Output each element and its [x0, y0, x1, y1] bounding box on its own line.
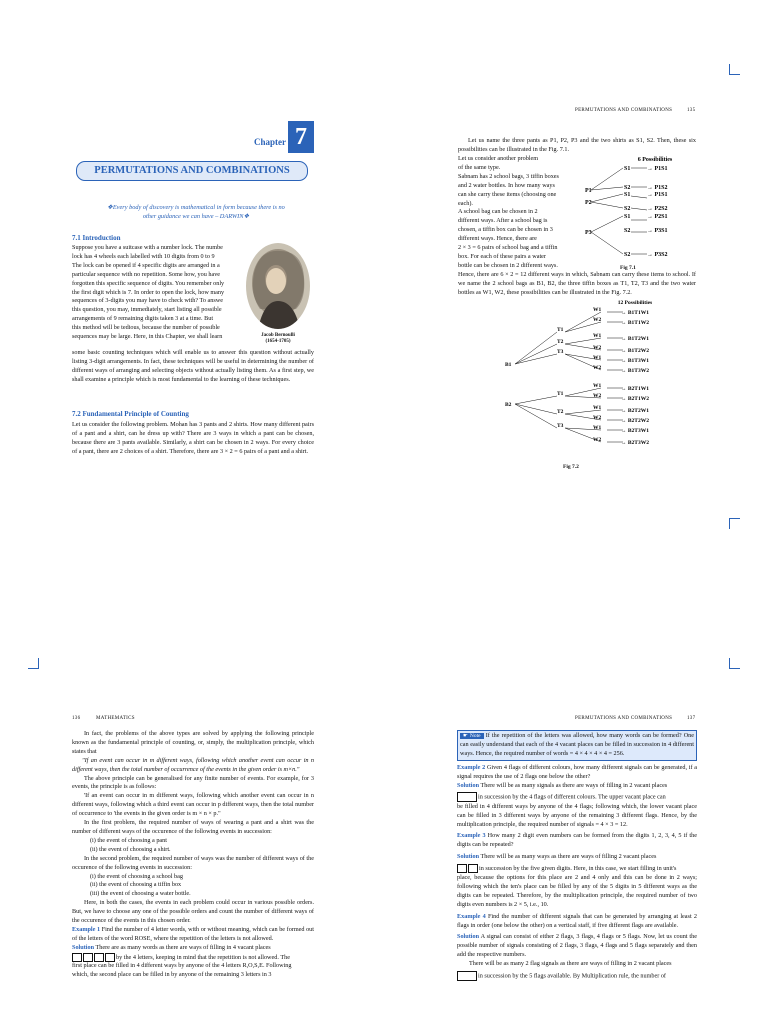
section-body: Let us consider the following problem. Mohan has 3 pants and 2 shirts. How many different pairs of a pant and a shirt, can he dress up with? There are 3 ways in which a pant can be chosen, because there are 3 pants available. Similarly, a shirt can be chosen in 2 ways. For every choice of a pant, there are 2 choices of a shirt. Therefore, there are 3 × 2 = 6 pairs of a pant and a shirt. [72, 421, 314, 455]
list-item: (i) the event of choosing a school bag [90, 872, 183, 880]
solution-text: first place can be filled in 4 different ways by anyone of the 4 letters R,O,S,E. Following [72, 962, 292, 970]
tree-node: W2 [593, 393, 602, 399]
tree-edge [515, 396, 557, 404]
running-header: PERMUTATIONS AND COMBINATIONS [575, 108, 673, 113]
fig71-labels [585, 166, 668, 258]
crop-mark [729, 64, 740, 75]
text-line: each). [458, 199, 473, 207]
text-line: the first digit which is 7. In order to open the lock, how many [72, 288, 225, 296]
tree-leaf: → B1T3W2 [621, 368, 649, 374]
text-line: this question, you may, immediately, start listing all possible [72, 306, 222, 314]
solution-text: A signal can consist of either 2 flags, 3 flags, 4 flags or 5 flags. Now, let us count the possible number of signals consisting of 2 flags, 3 flags, 4 flags and 5 flags separately and then add the respective numbers. [457, 933, 697, 959]
list-item: (iii) the event of choosing a water bottle. [90, 890, 191, 898]
text-line: Let us consider another problem [458, 155, 539, 162]
solution-label: Solution [457, 781, 480, 789]
solution-text: There will be as many ways as there are ways of filling 2 vacant places [480, 853, 657, 861]
portrait-caption [240, 333, 316, 345]
example-text: Find the number of 4 letter words, with or without meaning, which can be formed out of the letters of the word ROSE, where the repetition of the letters is not allowed. [72, 925, 314, 942]
tree-edge [515, 404, 557, 414]
tree-node: P2 [585, 200, 592, 206]
page-number: 135 [687, 108, 696, 113]
tree-node: B2 [505, 402, 512, 408]
text-line: 2 × 3 = 6 pairs of school bag and a tiffin [458, 244, 558, 252]
solution-label: Solution [72, 943, 95, 951]
example [457, 913, 697, 931]
tree-node: T2 [557, 339, 564, 345]
tree-leaf: → P2S1 [647, 214, 668, 220]
fig72-title: 12 Possibilities [617, 300, 653, 306]
text-line: and 2 water bottles. In how many ways [458, 181, 555, 189]
solution-text: be filled in 4 different ways by anyone of the 4 flags; following which, the lower vacant place can be filled in 3 different ways by anyone of the remaining 3 different flags. Hence, by the multiplication principle, the required number of signals = 4 × 3 = 12. [457, 802, 697, 828]
text-line: Suppose you have a suitcase with a number lock. The numbe [72, 244, 223, 251]
example-text: Given 4 flags of different colours, how many different signals can be generated, if a signal requires the use of 2 flags one below the other? [457, 763, 698, 780]
paragraph: Hence, there are 6 × 2 = 12 different ways in which, Sabnam can carry these items to school. If we name the 2 school bags as B1, B2, the three tiffin boxes as T1, T2, T3 and the two water bottles as W1, W2, these possibilities can be illustrated in the Fig. 7.2. [458, 271, 696, 296]
paragraph: In the second problem, the required number of ways was the number of different ways of the occurence of the following events in succession: [72, 854, 314, 871]
example-label: Example 2 [457, 763, 486, 771]
paragraph: 'If an event can occur in m different ways, following which another event can occur in n different ways, following which a third event can occur in p different ways, then the total number of occurrence to 'the events in the given order is m × n × p." [72, 792, 314, 818]
tree-diagram-fig72 [495, 298, 695, 468]
section-body-wrapped [72, 244, 244, 342]
vacant-box [457, 971, 477, 981]
tree-leaf: → B1T2W1 [621, 336, 649, 342]
vacant-box [457, 792, 477, 802]
text-line: particular sequence with no repetition. Some how, you have [72, 270, 221, 278]
tree-leaf: → B2T2W1 [621, 408, 649, 414]
text-line: sequences of 3-digits you may have to check with? To answe [72, 297, 224, 305]
tree-leaf: → B1T3W1 [621, 358, 649, 364]
tree-leaf: → P3S1 [647, 228, 668, 234]
text-line: A school bag can be chosen in 2 [458, 208, 538, 216]
tree-node: S1 [624, 166, 631, 172]
page-body [72, 730, 314, 980]
example-label: Example 1 [72, 925, 101, 933]
tree-leaf: → B1T2W2 [621, 348, 649, 354]
list [72, 837, 314, 855]
solution-text: in succession by the five given digits. Here, in this case, we start filling in unit's [479, 865, 677, 873]
page-number: 136 [72, 716, 81, 721]
solution-cont [457, 864, 697, 874]
tree-node: S1 [624, 192, 631, 198]
page-number: 137 [687, 716, 696, 721]
example [72, 926, 314, 944]
fig71-title: 6 Possibilities [637, 157, 673, 163]
tree-node: T1 [557, 391, 564, 397]
text-line: The lock can be opened if 4 specific digits are arranged in a [72, 261, 220, 269]
section-body: some basic counting techniques which will enable us to answer this question without actually listing 3-digit arrangements. In fact, these techniques will be useful in determining the number of different ways of arranging and selecting objects without actually listing them. As a first step, we shall examine a principle which is most fundamental to the learning of these techniques. [72, 349, 314, 383]
tree-node: W2 [593, 415, 602, 421]
example [457, 764, 697, 782]
portrait-frame [246, 243, 310, 329]
paragraph-wrapped [458, 155, 588, 271]
pointing-hand-icon: ☛ [463, 733, 470, 739]
example-label: Example 3 [457, 832, 486, 840]
running-header: MATHEMATICS [96, 716, 135, 721]
example-label: Example 4 [457, 912, 486, 920]
solution-cont [457, 792, 697, 802]
fig72-edges [515, 312, 623, 442]
fig72-labels [505, 307, 649, 446]
paragraph: In the first problem, the required number of ways of wearing a pant and a shirt was the number of different ways of the occurence of the following events in succession: [72, 819, 314, 835]
tree-node: W1 [593, 307, 602, 313]
tree-diagram-fig71 [585, 154, 697, 266]
tree-node: W2 [593, 345, 602, 351]
tree-edge [515, 404, 557, 428]
text-line: sequences may be large. Here, in this Chapter, we shall learn [72, 333, 223, 341]
tree-leaf: → P1S1 [647, 192, 668, 198]
note-label: ☛ Note [460, 733, 484, 739]
solution-label: Solution [457, 853, 480, 861]
solution-text: There will be as many 2 flag signals as there are ways of filling in 2 vacant places [469, 960, 672, 968]
tree-node: W1 [593, 405, 602, 411]
quote: "If an event can occur in m different ways, following which another event can occur in n different ways, then the total number of occurrence of the events in the given order is m×n." [72, 756, 314, 773]
text-line: bottle can be chosen in 2 different ways. [458, 261, 558, 269]
section-heading: 7.1 Introduction [72, 234, 121, 242]
tree-edge [565, 322, 601, 332]
tree-node: S2 [624, 185, 631, 191]
vacant-boxes [457, 865, 479, 872]
tree-node: P1 [585, 188, 592, 194]
tree-leaf: → P1S1 [647, 166, 668, 172]
text-line: of the same type. [458, 163, 501, 171]
epigraph [80, 203, 312, 221]
solution-text: There are as many words as there are ways of filling in 4 vacant places [95, 943, 271, 951]
tree-node: T2 [557, 409, 564, 415]
tree-node: S2 [624, 206, 631, 212]
tree-leaf: → B2T1W1 [621, 386, 649, 392]
portrait-years: (1654-1705) [265, 339, 291, 344]
tree-leaf: → B2T2W2 [621, 418, 649, 424]
ornament-icon: ❖ [243, 213, 250, 220]
solution-text: which, the second place can be filled in by anyone of the remaining 3 letters in 3 [72, 971, 272, 979]
solution [457, 782, 697, 791]
tree-leaf: → B2T3W2 [621, 440, 649, 446]
tree-node: S1 [624, 214, 631, 220]
tree-leaf: → B2T1W2 [621, 396, 649, 402]
portrait-image [246, 243, 310, 329]
text-line: arrangements of 9 remaining digits taken 3 at a time. But [72, 315, 214, 323]
crop-mark [729, 518, 740, 529]
solution-text: in succession by the 4 flags of different colours. The upper vacant place can [478, 793, 666, 801]
tree-node: W1 [593, 355, 602, 361]
text-line: Sabnam has 2 school bags, 3 tiffin boxes [458, 172, 559, 180]
tree-node: W2 [593, 437, 602, 443]
epigraph-line: ❖Every body of discovery is mathematical in form because there is no [107, 204, 285, 211]
text-line: can she carry these items (choosing one [458, 190, 557, 198]
solution-cont [72, 953, 314, 963]
chapter-title: PERMUTATIONS AND COMBINATIONS [76, 161, 308, 181]
tree-leaf: → P3S2 [647, 252, 668, 258]
ornament-icon: ❖ [107, 204, 113, 211]
fig71-edges [591, 168, 647, 254]
note-box [457, 730, 697, 761]
text-line: lock has 4 wheels each labelled with 10 digits from 0 to 9 [72, 252, 215, 260]
solution-text: place, because the options for this place are 2 and 4 only and this can be done in 2 ways; following which the ten's place can be filled by any of the 5 digits in 5 different ways as the digits can be repeated. Therefore, by the multiplication principle, the required number of two digits even numbers is 2 × 5, i.e., 10. [457, 874, 697, 908]
tree-node: W1 [593, 333, 602, 339]
solution-text: in succession by the 5 flags available. By Multiplication rule, the number of [478, 972, 666, 980]
tree-leaf: → B1T1W2 [621, 320, 649, 326]
tree-node: B1 [505, 362, 512, 368]
tree-node: S2 [624, 228, 631, 234]
note-text: If the repetition of the letters was allowed, how many words can be formed? One can easily understand that each of the 4 vacant places can be filled in succession in 4 different ways. Hence, the required number of words = 4 × 4 × 4 × 4 = 256. [460, 732, 695, 757]
tree-node: W1 [593, 425, 602, 431]
text-line: forgotten this specific sequence of digits. You remember only [72, 279, 225, 287]
text-line: chosen, a tiffin box can be chosen in 3 [458, 226, 553, 234]
page-137 [455, 710, 700, 1024]
epigraph-line: other guidance we can have – DARWIN❖ [142, 213, 250, 220]
solution-cont [457, 971, 697, 981]
solution [457, 853, 697, 862]
tree-node: W2 [593, 365, 602, 371]
list-item: (i) the event of choosing a pant [90, 836, 167, 844]
example-text: Find the number of different signals that can be generated by arranging at least 2 flags in order (one below the other) on a vertical staff, if five different flags are available. [457, 912, 697, 929]
page-136 [70, 710, 316, 1024]
vacant-boxes [72, 954, 116, 961]
tree-edge [515, 344, 557, 364]
tree-leaf: → B2T3W1 [621, 428, 649, 434]
list-item: (ii) the event of choosing a tiffin box [90, 881, 182, 889]
tree-node: P3 [585, 230, 592, 236]
tree-node: T3 [557, 349, 564, 355]
paragraph: The above principle can be generalised for any finite number of events. For example, for 3 events, the principle is as follows: [72, 774, 314, 791]
example-text: How many 2 digit even numbers can be formed from the digits 1, 2, 3, 4, 5 if the digits can be repeated? [457, 832, 697, 849]
paragraph: In fact, the problems of the above types are solved by applying the following principle known as the fundamental principle of counting, or, simply, the multiplication principle, which states that [72, 730, 314, 755]
section-heading: 7.2 Fundamental Principle of Counting [72, 410, 189, 418]
example [457, 832, 697, 850]
figure-caption: Fig 7.2 [563, 464, 579, 470]
page-135 [455, 102, 700, 472]
figure-caption: Fig 7.1 [620, 265, 636, 271]
tree-node: S2 [624, 252, 631, 258]
paragraph: Here, in both the cases, the events in each problem could occur in various possible orders. But, we have to choose any one of the possible orders and count the number of different ways of the occurence of the events in this chosen order. [72, 899, 314, 925]
tree-node: W1 [593, 383, 602, 389]
text-line: different ways. After a school bag is [458, 217, 548, 225]
running-header: PERMUTATIONS AND COMBINATIONS [575, 716, 673, 721]
solution-text: There will be as many signals as there are ways of filling in 2 vacant places [480, 781, 668, 789]
list-item: (ii) the event of choosing a shirt. [90, 845, 171, 853]
tree-leaf: → B1T1W1 [621, 310, 649, 316]
solution [457, 933, 697, 960]
text-line: this method will be tedious, because the number of possible [72, 324, 220, 332]
tree-node: T1 [557, 327, 564, 333]
solution [72, 944, 314, 953]
page-body [457, 730, 697, 981]
tree-node: W2 [593, 317, 602, 323]
chapter-label: Chapter [254, 137, 286, 147]
crop-mark [28, 658, 39, 669]
solution-text: by the 4 letters, keeping in mind that the repetition is not allowed. The [116, 953, 290, 961]
tree-node: T3 [557, 423, 564, 429]
portrait-name: Jacob Bernoulli [261, 333, 295, 338]
paragraph: Let us name the three pants as P1, P2, P3 and the two shirts as S1, S2. Then, these six possibilities can be illustrated in the Fig. 7.1. [458, 137, 696, 153]
list [72, 873, 314, 900]
page-chapter-opening [70, 115, 320, 485]
text-line: different ways. Hence, there are [458, 235, 537, 243]
solution-label: Solution [457, 933, 480, 941]
crop-mark [729, 658, 740, 669]
chapter-number: 7 [288, 121, 314, 153]
text-line: box. For each of these pairs a water [458, 252, 546, 260]
tree-leaf: → P2S2 [647, 206, 668, 212]
tree-leaf: → P1S2 [647, 185, 668, 191]
